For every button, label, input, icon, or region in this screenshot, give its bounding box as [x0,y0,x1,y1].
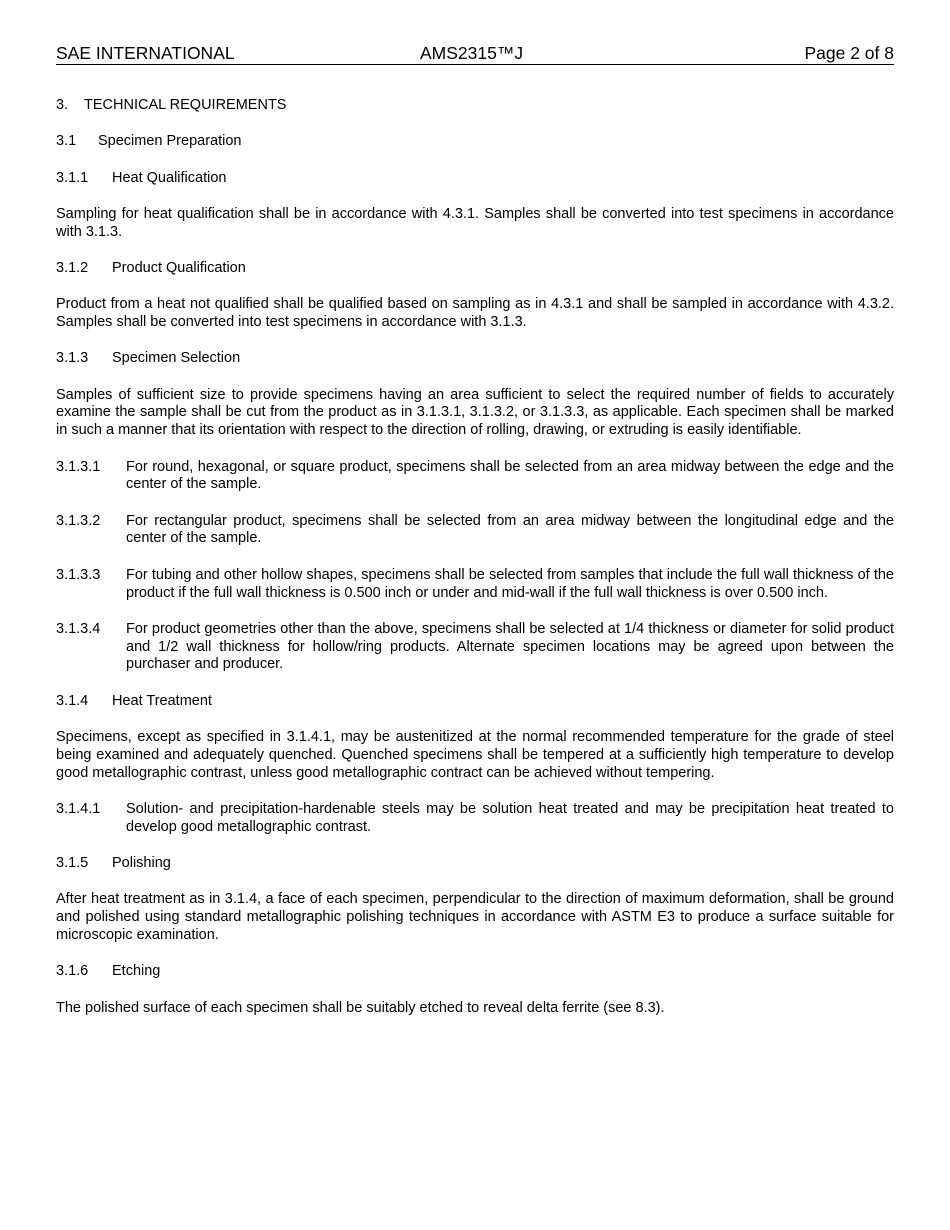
section-3-1-3-1 [56,459,894,495]
section-number: 3.1 [56,133,77,150]
subsection-text: For rectangular product, specimens shall be selected from an area midway between the longitudinal edge and the center of the sample. [126,512,894,547]
section-3-1-5-body: After heat treatment as in 3.1.4, a face of each specimen, perpendicular to the direction of maximum deformation, shall be ground and polished using standard metallographic polishing techniques in accordance with ASTM E3 to produce a surface suitable for microscopic examination. [56,891,894,943]
section-3-1-3-2 [56,513,894,549]
section-3-1-5-heading [56,855,894,873]
section-3-heading [56,97,894,115]
section-3-1-4-1 [56,801,894,837]
section-title: TECHNICAL REQUIREMENTS [84,97,287,113]
section-number: 3.1.3 [56,350,89,367]
section-title: Product Qualification [112,259,246,276]
section-title: Specimen Selection [112,350,241,367]
section-3-1-4-heading [56,693,894,711]
section-number: 3.1.2 [56,259,89,276]
subsection-text: Solution- and precipitation-hardenable steels may be solution heat treated and may be precipitation heat treated to develop good metallographic contrast. [126,800,894,835]
subsection-text: For product geometries other than the above, specimens shall be selected at 1/4 thickness or diameter for solid product and 1/2 wall thickness for hollow/ring products. Alternate specimen locations may be agreed upon between the purchaser and producer. [126,620,894,673]
section-title: Heat Treatment [112,692,212,709]
subsection-text: For round, hexagonal, or square product, specimens shall be selected from an area midway between the edge and the center of the sample. [126,458,894,493]
section-3-1-3-heading [56,350,894,368]
subsection-number: 3.1.3.1 [56,458,101,475]
section-3-1-6-heading [56,963,894,981]
section-3-1-heading [56,133,894,151]
section-title: Specimen Preparation [98,133,242,150]
section-3-1-3-body: Samples of sufficient size to provide specimens having an area sufficient to select the required number of fields to accurately examine the sample shall be cut from the product as in 3.1.3.1, 3.1.3.2, or 3.1.3.3, as applicable. Each specimen shall be marked in such a manner that its orientation with respect to the direction of rolling, drawing, or extruding is easily identifiable. [56,386,894,439]
page-header [56,43,894,65]
section-3-1-1-body: Sampling for heat qualification shall be in accordance with 4.3.1. Samples shall be converted into test specimens in accordance with 3.1.3. [56,205,894,240]
header-document-id: AMS2315™J [420,43,524,63]
section-number: 3.1.4 [56,692,89,709]
section-number: 3. [56,97,69,113]
section-title: Etching [112,963,161,980]
subsection-number: 3.1.3.3 [56,566,101,583]
subsection-text: For tubing and other hollow shapes, specimens shall be selected from samples that include the full wall thickness of the product if the full wall thickness is 0.500 inch or under and mid-wall if the full wall thickness is over 0.500 inch. [126,566,894,601]
section-3-1-4-body: Specimens, except as specified in 3.1.4.1, may be austenitized at the normal recommended temperature for the grade of steel being examined and adequately quenched. Quenched specimens shall be tempered at a sufficiently high temperature to develop good metallographic contrast, unless good metallographic contract can be achieved without tempering. [56,729,894,781]
section-3-1-2-body: Product from a heat not qualified shall be qualified based on sampling as in 4.3.1 and shall be sampled in accordance with 4.3.2. Samples shall be converted into test specimens in accordance with 3.1.3. [56,296,894,331]
document-body [56,97,894,1036]
section-number: 3.1.6 [56,963,89,980]
section-3-1-3-3 [56,567,894,603]
section-number: 3.1.5 [56,855,89,872]
header-page-number: Page 2 of 8 [804,43,894,63]
subsection-number: 3.1.3.4 [56,620,101,637]
subsection-number: 3.1.3.2 [56,512,101,529]
section-number: 3.1.1 [56,169,89,186]
section-3-1-2-heading [56,260,894,278]
section-3-1-6-body: The polished surface of each specimen shall be suitably etched to reveal delta ferrite (see 8.3). [56,999,665,1016]
subsection-number: 3.1.4.1 [56,800,101,817]
section-3-1-1-heading [56,170,894,188]
section-title: Heat Qualification [112,169,227,186]
section-title: Polishing [112,855,171,872]
section-3-1-3-4 [56,621,894,674]
header-organization: SAE INTERNATIONAL [56,43,235,63]
